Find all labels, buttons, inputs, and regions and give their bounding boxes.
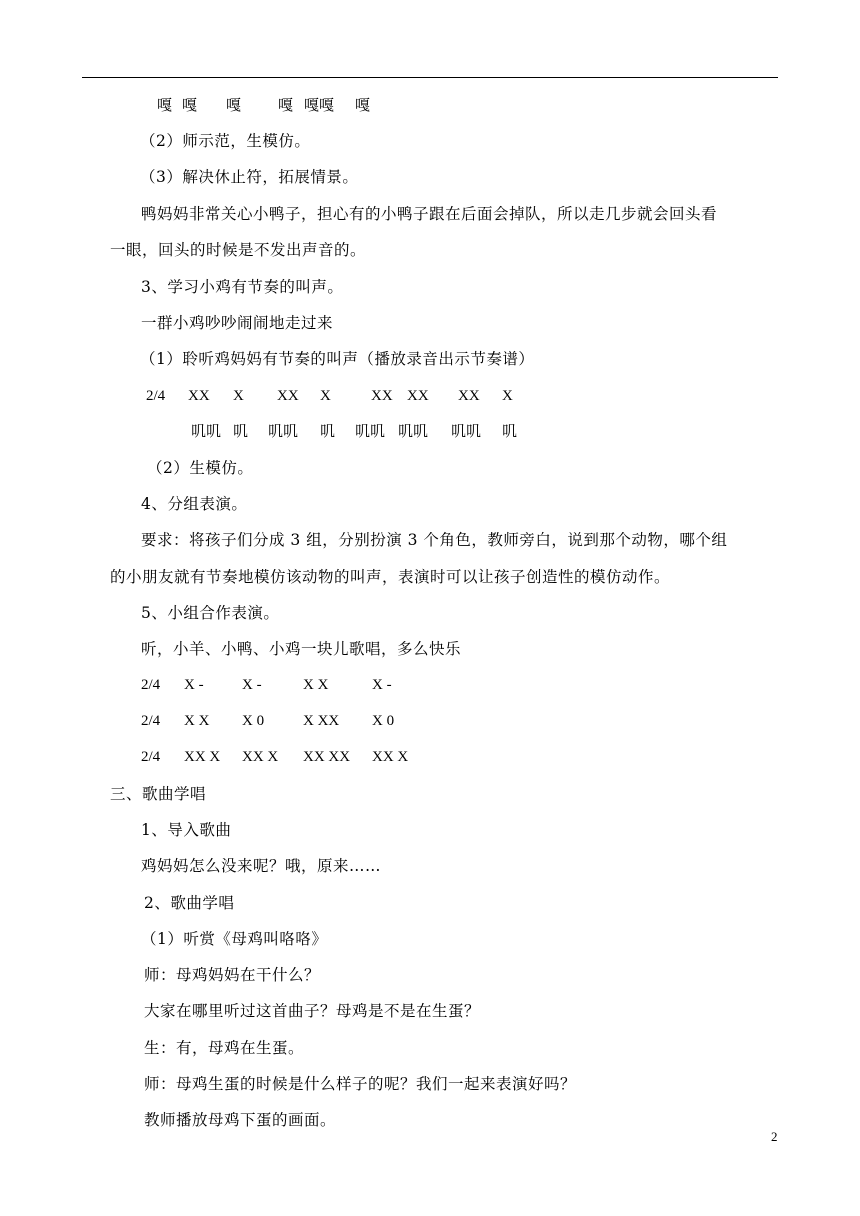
time-signature: 2/4	[141, 713, 161, 729]
text-line: 大家在哪里听过这首曲子？母鸡是不是在生蛋？	[144, 1002, 481, 1020]
text-line: （1）聆听鸡妈妈有节奏的叫声（播放录音出示节奏谱）	[140, 350, 535, 368]
rhythm-note: X X	[303, 677, 329, 693]
text-line: 一眼，回头的时候是不发出声音的。	[110, 241, 367, 259]
ga-syllable: 嘎	[157, 96, 173, 114]
ji-syllable: 叽叽	[191, 422, 222, 440]
ga-syllable: 嘎	[355, 96, 371, 114]
time-signature: 2/4	[146, 388, 166, 404]
text-line: 生：有，母鸡在生蛋。	[144, 1039, 305, 1057]
rhythm-note: X -	[372, 677, 392, 693]
rhythm-note: X	[502, 388, 513, 404]
text-line: （3）解决休止符，拓展情景。	[140, 168, 359, 186]
rhythm-note: XX	[407, 388, 429, 404]
text-line: （2）生模仿。	[147, 459, 254, 477]
header-rule	[82, 77, 778, 78]
rhythm-note: X	[233, 388, 244, 404]
text-line: 一群小鸡吵吵闹闹地走过来	[141, 314, 334, 332]
ji-syllable: 叽叽	[268, 422, 299, 440]
section-heading: 5、小组合作表演。	[141, 604, 280, 622]
rhythm-note: XX	[188, 388, 210, 404]
text-line: 师：母鸡妈妈在干什么？	[144, 966, 321, 984]
rhythm-note: XX	[277, 388, 299, 404]
rhythm-note: XX X	[372, 749, 409, 765]
rhythm-note: X XX	[303, 713, 340, 729]
text-line: 的小朋友就有节奏地模仿该动物的叫声，表演时可以让孩子创造性的模仿动作。	[110, 568, 671, 586]
ji-syllable: 叽叽	[451, 422, 482, 440]
text-line: （2）师示范，生模仿。	[140, 132, 311, 150]
rhythm-note: X X	[184, 713, 210, 729]
rhythm-note: X 0	[242, 713, 265, 729]
rhythm-note: XX XX	[303, 749, 351, 765]
rhythm-note: XX	[458, 388, 480, 404]
rhythm-note: X -	[242, 677, 262, 693]
text-line: 教师播放母鸡下蛋的画面。	[144, 1111, 337, 1129]
time-signature: 2/4	[141, 749, 161, 765]
section-heading: 2、歌曲学唱	[144, 894, 235, 912]
ji-syllable: 叽	[320, 422, 336, 440]
ga-syllable: 嘎嘎	[304, 96, 335, 114]
ji-syllable: 叽叽	[355, 422, 386, 440]
rhythm-note: X	[320, 388, 331, 404]
page-number: 2	[771, 1129, 778, 1144]
ji-syllable: 叽	[502, 422, 518, 440]
rhythm-note: XX X	[184, 749, 221, 765]
ga-syllable: 嘎	[182, 96, 198, 114]
time-signature: 2/4	[141, 677, 161, 693]
ga-syllable: 嘎	[278, 96, 294, 114]
section-heading: 4、分组表演。	[141, 495, 248, 513]
section-heading: 1、导入歌曲	[141, 821, 232, 839]
rhythm-note: X 0	[372, 713, 395, 729]
text-line: 师：母鸡生蛋的时候是什么样子的呢？我们一起来表演好吗？	[144, 1075, 577, 1093]
section-heading: 3、学习小鸡有节奏的叫声。	[141, 278, 344, 296]
text-line: 鸭妈妈非常关心小鸭子，担心有的小鸭子跟在后面会掉队，所以走几步就会回头看	[141, 205, 718, 223]
chapter-heading: 三、歌曲学唱	[110, 785, 207, 803]
text-line: （1）听赏《母鸡叫咯咯》	[141, 930, 328, 948]
text-line: 鸡妈妈怎么没来呢？哦，原来……	[141, 857, 382, 875]
rhythm-note: XX X	[242, 749, 279, 765]
text-line: 听，小羊、小鸭、小鸡一块儿歌唱，多么快乐	[141, 640, 462, 658]
rhythm-note: X -	[184, 677, 204, 693]
text-line: 要求：将孩子们分成 3 组，分别扮演 3 个角色，教师旁白，说到那个动物，哪个组	[141, 531, 728, 549]
ji-syllable: 叽	[233, 422, 249, 440]
ga-syllable: 嘎	[226, 96, 242, 114]
ji-syllable: 叽叽	[398, 422, 429, 440]
rhythm-note: XX	[371, 388, 393, 404]
